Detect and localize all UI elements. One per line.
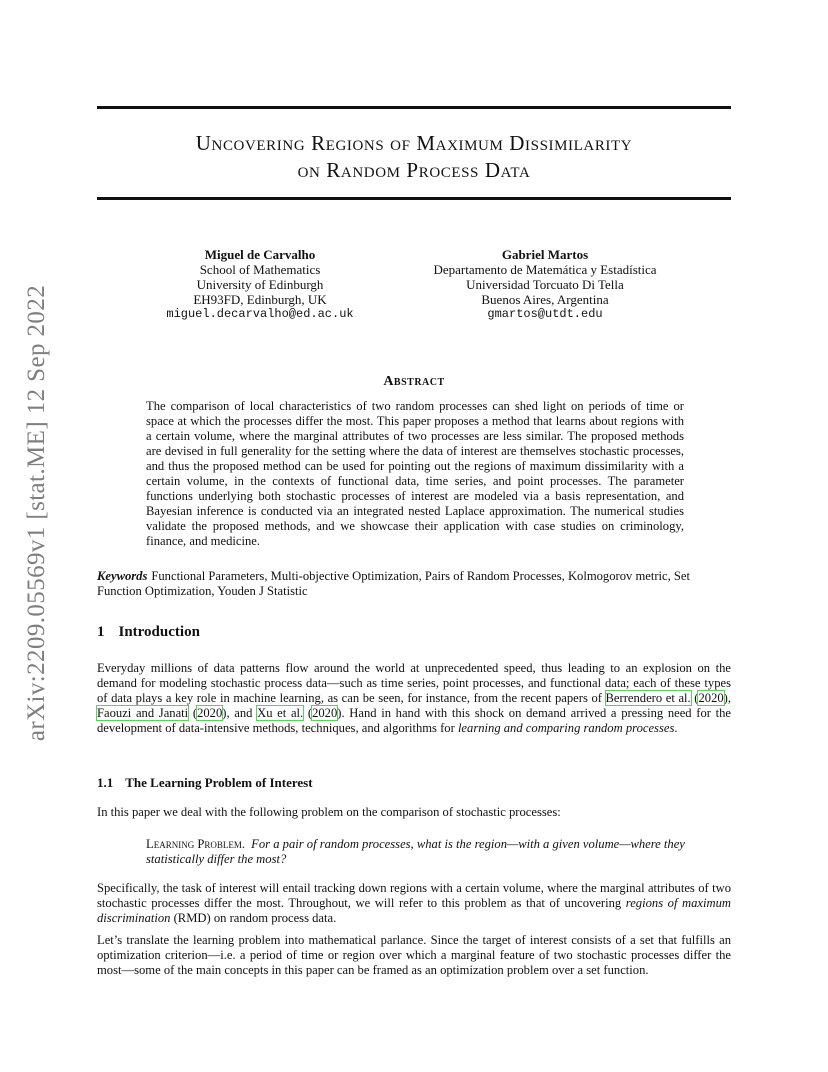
intro-paragraph: Everyday millions of data patterns flow around the world at unprecedented speed, thus leading to an explosion on the demand for modeling stochastic process data—such as time series, point processes, and functional data; each of these types of data plays a key role in machine learning, as can be seen, for instance, from the recent papers of Berrendero et al. (2020), Faouzi and Janati (2020), and Xu et al. (2020). Hand in hand with this shock on demand arrived a pressing need for the development of data-intensive methods, techniques, and algorithms for learning and comparing random processes. [97, 661, 732, 735]
author-affiliation: Universidad Torcuato Di Tella [466, 277, 624, 292]
intro-emphasis: learning and comparing random processes [457, 721, 675, 735]
subsection-number: 1.1 [97, 775, 114, 790]
author-name: Gabriel Martos [501, 247, 589, 262]
citation-link[interactable]: Faouzi and Janati [97, 706, 189, 720]
author-name: Miguel de Carvalho [204, 247, 316, 262]
author-2 [410, 247, 680, 322]
arxiv-sidebar [22, 280, 52, 745]
author-affiliation: School of Mathematics [199, 262, 321, 277]
keywords [97, 569, 731, 599]
title-bottom-rule [97, 197, 731, 200]
paragraph: In this paper we deal with the following problem on the comparison of stochastic processes: [97, 805, 561, 819]
subsection-title: The Learning Problem of Interest [125, 775, 313, 790]
learning-problem-text: For a pair of random processes, what is the region—with a given volume—where they statistically differ the most? [146, 837, 685, 866]
keywords-text: Functional Parameters, Multi-objective Optimization, Pairs of Random Processes, Kolmogorov metric, Set Function Optimization, Youden J Statistic [97, 569, 691, 598]
intro-text: , and [226, 706, 258, 720]
paper-title [97, 130, 731, 184]
author-affiliation: University of Edinburgh [196, 277, 324, 292]
intro-text: . [674, 721, 678, 735]
section-number: 1 [97, 624, 105, 640]
paragraph-text: (RMD) on random process data. [170, 911, 337, 925]
learning-problem-statement [146, 837, 691, 867]
title-top-rule [97, 106, 731, 109]
citation-year-link[interactable]: 2020 [197, 706, 223, 720]
keywords-label: Keywords [97, 569, 148, 583]
subsection-heading [97, 775, 313, 791]
author-affiliation: Buenos Aires, Argentina [481, 292, 609, 307]
intro-text: Everyday millions of data patterns flow around the world at unprecedented speed, thus leading to an explosion on the demand for modeling stochastic process data—such as time series, point processes, and functional data; each of these types of data plays a key role in machine learning, as can be seen, for instance, from the recent papers of [97, 661, 731, 705]
author-affiliation: EH93FD, Edinburgh, UK [193, 292, 327, 307]
paragraph [97, 881, 731, 926]
citation-link[interactable]: Berrendero et al. [605, 691, 691, 705]
author-1 [150, 247, 370, 322]
abstract-heading: Abstract [383, 374, 445, 389]
title-line-2: on Random Process Data [297, 158, 531, 182]
author-email[interactable]: miguel.decarvalho@ed.ac.uk [166, 307, 354, 321]
citation-year-link[interactable]: 2020 [312, 706, 338, 720]
paragraph-emphasis: regions of maximum discrimination [97, 896, 732, 925]
author-affiliation: Departamento de Matemática y Estadística [433, 262, 657, 277]
intro-text: ). Hand in hand with this shock on demand arrived a pressing need for the development of data-intensive methods, techniques, and algorithms for [97, 706, 732, 735]
paragraph: Let’s translate the learning problem into mathematical parlance. Since the target of interest consists of a set that fulfills an optimization criterion—i.e. a period of time or region over which a marginal feature of two stochastic processes differ the most—some of the main concepts in this paper can be framed as an optimization problem over a set function. [97, 933, 731, 977]
citation-year-link[interactable]: 2020 [698, 691, 724, 705]
arxiv-identifier: arXiv:2209.05569v1 [stat.ME] 12 Sep 2022 [23, 284, 50, 741]
section-title: Introduction [118, 624, 200, 640]
abstract-text: The comparison of local characteristics of two random processes can shed light on periods of time or space at which the processes differ the most. This paper proposes a method that learns about regions with a certain volume, where the marginal attributes of two processes are less similar. The proposed methods are devised in full generality for the setting where the data of interest are themselves stochastic processes, and thus the proposed method can be used for pointing out the regions of maximum dissimilarity with a certain volume, in the contexts of functional data, time series, and point processes. The parameter functions underlying both stochastic processes of interest are modeled via a basis representation, and Bayesian inference is conducted via an integrated nested Laplace approximation. The numerical studies validate the proposed methods, and we showcase their application with case studies on criminology, finance, and medicine. [146, 399, 684, 548]
paragraph-text: Specifically, the task of interest will entail tracking down regions with a certain volume, where the marginal attributes of two stochastic processes differ the most. Throughout, we will refer to this problem as that of uncovering [97, 881, 731, 910]
author-email[interactable]: gmartos@utdt.edu [487, 307, 603, 321]
section-heading-introduction [97, 624, 200, 641]
citation-link[interactable]: Xu et al. [257, 706, 304, 720]
title-line-1: Uncovering Regions of Maximum Dissimilarity [195, 131, 633, 155]
learning-problem-label: Learning Problem. [146, 837, 245, 851]
